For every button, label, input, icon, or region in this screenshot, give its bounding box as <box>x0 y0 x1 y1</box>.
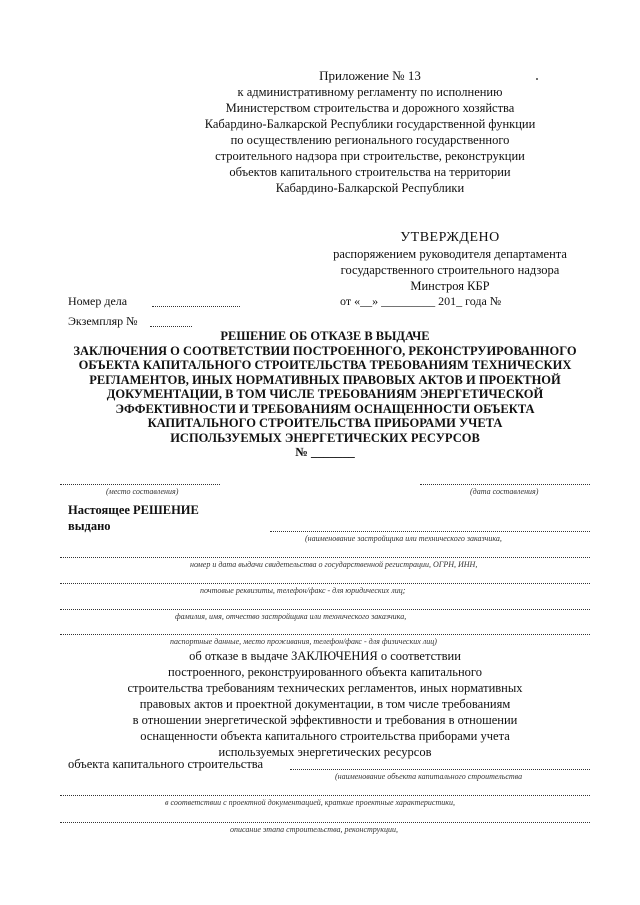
postal-field[interactable] <box>60 583 590 584</box>
project-docs-field[interactable] <box>60 795 590 796</box>
decision-label: Настоящее РЕШЕНИЕ <box>68 503 199 517</box>
appendix-line: Кабардино-Балкарской Республики <box>275 181 465 195</box>
appendix-line: Министерством строительства и дорожного хозяйства <box>225 101 515 115</box>
approved-line: государственного строительного надзора <box>340 263 560 277</box>
stage-caption: описание этапа строительства, реконструкции, <box>230 825 398 834</box>
approved-title: УТВЕРЖДЕНО <box>400 230 500 245</box>
title-line: РЕШЕНИЕ ОБ ОТКАЗЕ В ВЫДАЧЕ <box>220 329 430 343</box>
copy-number-field[interactable] <box>150 326 192 327</box>
date-field[interactable] <box>420 484 590 485</box>
title-line: ОБЪЕКТА КАПИТАЛЬНОГО СТРОИТЕЛЬСТВА ТРЕБОВАНИЯМ ТЕХНИЧЕСКИХ <box>78 358 572 372</box>
registration-field[interactable] <box>60 557 590 558</box>
decision-issued-label: выдано <box>68 519 111 533</box>
date-caption: (дата составления) <box>470 487 539 496</box>
appendix-block <box>150 68 590 196</box>
appendix-line: объектов капитального строительства на территории <box>229 165 511 179</box>
approved-line: распоряжением руководителя департамента <box>333 247 567 261</box>
fio-caption: фамилия, имя, отчество застройщика или технического заказчика, <box>175 612 407 621</box>
appendix-line: строительного надзора при строительстве, реконструкции <box>215 149 525 163</box>
postal-caption: почтовые реквизиты, телефон/факс - для юридических лиц; <box>200 586 406 595</box>
approved-line: Минстроя КБР <box>410 279 490 293</box>
registration-caption: номер и дата выдачи свидетельства о государственной регистрации, ОГРН, ИНН, <box>190 560 478 569</box>
place-field[interactable] <box>60 484 220 485</box>
approval-date-line: от «__» _________ 201_ года № <box>340 294 502 308</box>
body-line: используемых энергетических ресурсов <box>218 745 432 759</box>
object-label: объекта капитального строительства <box>68 757 264 771</box>
case-number-field[interactable] <box>152 306 240 307</box>
passport-caption: паспортные данные, место проживания, телефон/факс - для физических лиц) <box>170 637 437 646</box>
case-number-label: Номер дела <box>68 294 128 308</box>
appendix-title: Приложение № 13 <box>319 68 421 83</box>
passport-field[interactable] <box>60 634 590 635</box>
body-line: построенного, реконструированного объекта капитального <box>168 665 482 679</box>
object-name-caption: (наименование объекта капитального строительства <box>335 772 523 781</box>
title-line: ИСПОЛЬЗУЕМЫХ ЭНЕРГЕТИЧЕСКИХ РЕСУРСОВ <box>170 430 480 445</box>
title-line: РЕГЛАМЕНТОВ, ИНЫХ НОРМАТИВНЫХ ПРАВОВЫХ АКТОВ И ПРОЕКТНОЙ <box>89 372 561 387</box>
body-line: оснащенности объекта капитального строительства приборами учета <box>140 729 510 743</box>
appendix-line: к административному регламенту по исполнению <box>237 85 503 99</box>
copy-label: Экземпляр № <box>68 314 138 328</box>
title-line: ЗАКЛЮЧЕНИЯ О СООТВЕТСТВИИ ПОСТРОЕННОГО, РЕКОНСТРУИРОВАННОГО <box>73 343 577 358</box>
appendix-line: по осуществлению регионального государственного <box>230 133 510 147</box>
project-docs-caption: в соответствии с проектной документацией, краткие проектные характеристики, <box>165 798 455 807</box>
title-number: № _______ <box>295 445 355 459</box>
title-line: ЭФФЕКТИВНОСТИ И ТРЕБОВАНИЯМ ОСНАЩЕННОСТИ ОБЪЕКТА <box>115 401 535 416</box>
appendix-line: Кабардино-Балкарской Республики государственной функции <box>204 117 536 131</box>
body-line: в отношении энергетической эффективности и требования в отношении <box>132 713 518 727</box>
stage-field[interactable] <box>60 822 590 823</box>
decision-body <box>90 648 560 760</box>
title-line: ДОКУМЕНТАЦИИ, В ТОМ ЧИСЛЕ ТРЕБОВАНИЯМ ЭНЕРГЕТИЧЕСКОЙ <box>106 387 544 401</box>
developer-caption: (наименование застройщика или технического заказчика, <box>305 534 502 543</box>
place-caption: (место составления) <box>106 487 179 496</box>
body-line: об отказе в выдаче ЗАКЛЮЧЕНИЯ о соответствии <box>189 649 461 663</box>
fio-field[interactable] <box>60 609 590 610</box>
body-line: правовых актов и проектной документации, в том числе требованиям <box>139 697 511 711</box>
scan-speck <box>536 78 538 80</box>
body-line: строительства требованиям технических регламентов, иных нормативных <box>127 681 523 695</box>
document-title <box>60 329 590 460</box>
developer-field[interactable] <box>270 531 590 532</box>
approved-block <box>300 230 600 294</box>
object-name-field[interactable] <box>290 769 590 770</box>
title-line: КАПИТАЛЬНОГО СТРОИТЕЛЬСТВА ПРИБОРАМИ УЧЕТА <box>147 416 503 430</box>
